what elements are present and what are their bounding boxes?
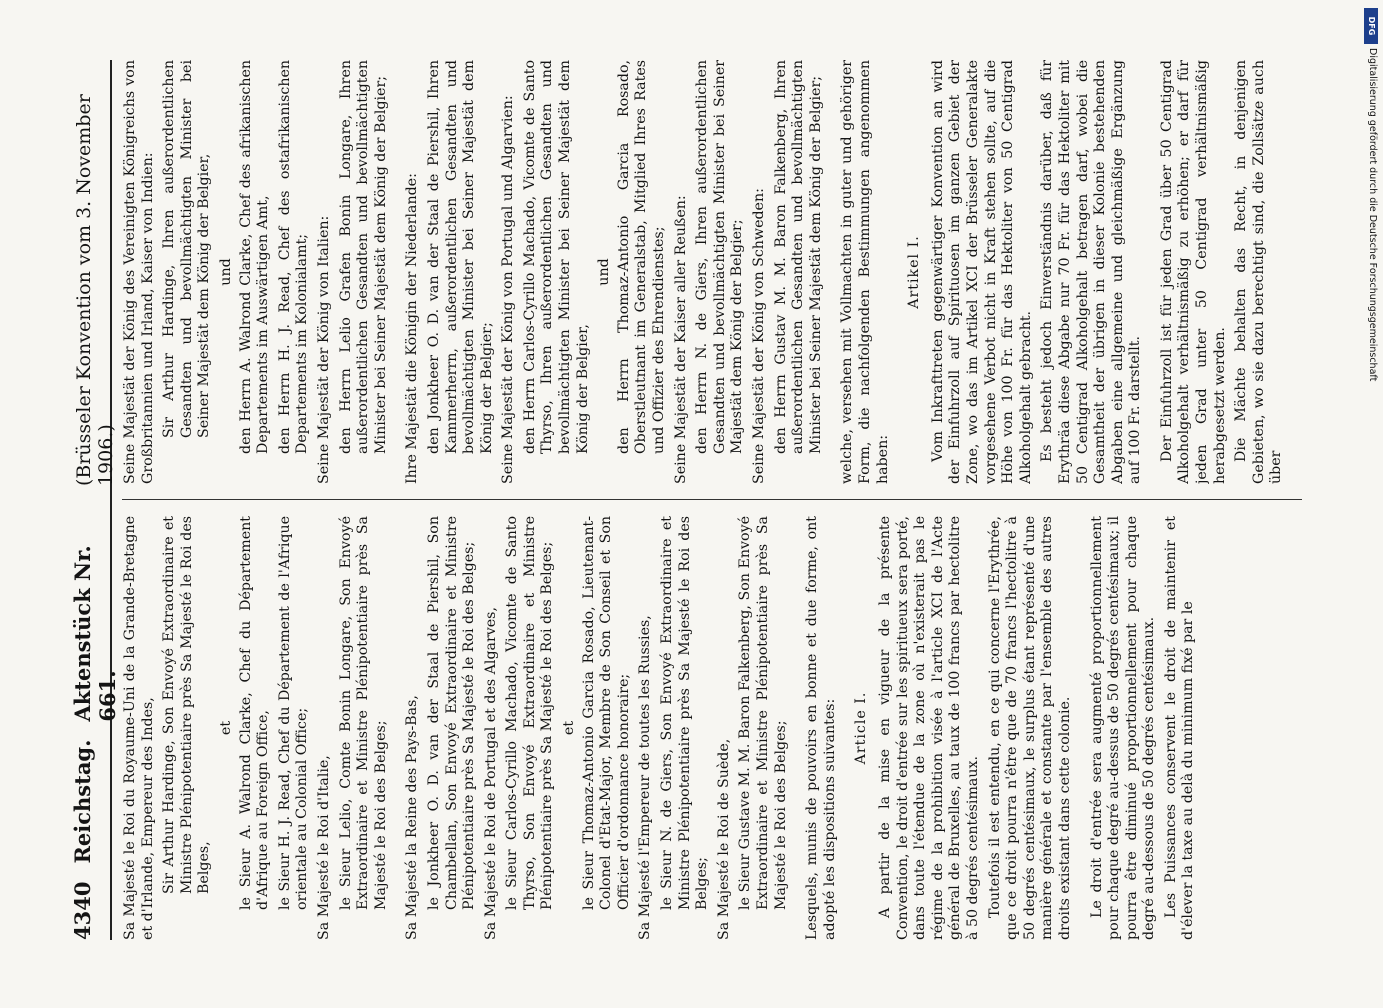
paragraph: Sir Arthur Hardinge, Ihren außerordentlichen Gesandten und bevollmächtigten Minister bei Seiner Majestät dem König der Belgier, (161, 60, 213, 438)
paragraph: den Herrn Carlos-Cyrillo Machado, Vicomte de Santo Thyrso, Ihren außerordentlichen Gesandten und bevollmächtigten Minister bei Seiner Majestät dem König der Belgier, (521, 60, 591, 454)
paragraph: Seine Majestät der Kaiser aller Reußen: (672, 195, 689, 484)
conjunction: und (217, 258, 234, 286)
german-column (122, 60, 1302, 484)
page-header (70, 60, 120, 940)
paragraph: Lesquels, munis de pouvoirs en bonne et due forme, ont adopté les dispositions suivantes: (804, 516, 838, 940)
french-column (122, 516, 1302, 940)
article-heading: Article I. (853, 691, 870, 765)
paragraph: le Sieur A. Walrond Clarke, Chef du Département d'Afrique au Foreign Office, (237, 516, 272, 910)
paragraph: le Sieur Lelio, Comte Bonin Longare, Son Envoyé Extraordinaire et Ministre Plénipotentiaire près Sa Majesté le Roi des Belges; (337, 516, 389, 910)
paragraph: Seine Majestät der König von Portugal und Algarvien: (500, 95, 517, 484)
paragraph: le Sieur Gustave M. M. Baron Falkenberg, Son Envoyé Extraordinaire et Ministre Plénipotentiaire près Sa Majesté le Roi des Belges; (737, 516, 789, 910)
paragraph: Vom Inkrafttreten gegenwärtiger Konvention an wird der Einfuhrzoll auf Spirituosen im ganzen Gebiet der Zone, wo das im Artikel XCI der Brüsseler Generalakte vorgesehene Verbot nicht in Kraft stehen sollte, auf die Höhe von 100 Fr. für das Hektoliter von 50 Centigrad Alkoholgehalt gebracht. (929, 60, 1034, 484)
paragraph: welche, versehen mit Vollmachten in guter und gehöriger Form, die nachfolgenden Bestimmungen angenommen haben: (839, 60, 891, 484)
paragraph: Sa Majesté l'Empereur de toutes les Russies, (637, 615, 654, 940)
paragraph: Seine Majestät der König des Vereinigten Königreichs von Großbritannien und Irland, Kaiser von Indien: (122, 60, 156, 484)
paragraph: Ihre Majestät die Königin der Niederlande: (404, 173, 421, 484)
dfg-logo-text: DFG (1367, 16, 1376, 36)
conjunction: et (561, 720, 578, 736)
document-page (70, 60, 1310, 940)
paragraph: den Herrn A. Walrond Clarke, Chef des afrikanischen Departements im Auswärtigen Amt, (237, 60, 272, 454)
paragraph: den Herrn N. de Giers, Ihren außerordentlichen Gesandten und bevollmächtigten Minister bei Seiner Majestät dem König der Belgier; (694, 60, 746, 454)
paragraph: den Jonkheer O. D. van der Staal de Piershil, Ihren Kammerherrn, außerordentlichen Gesandten und bevollmächtigten Minister bei Seiner Majestät dem König der Belgier; (425, 60, 495, 454)
dfg-logo (1364, 8, 1378, 44)
paragraph: le Sieur H. J. Read, Chef du Département de l'Afrique orientale au Colonial Office; (276, 516, 311, 910)
paragraph: le Sieur Thomaz-Antonio Garcia Rosado, Lieutenant-Colonel d'Etat-Major, Membre de Son Conseil et Son Officier d'ordonnance honoraire; (580, 516, 632, 910)
paragraph: le Jonkheer O. D. van der Staal de Piershil, Son Chambellan, Son Envoyé Extraordinaire et Ministre Plénipotentiaire près Sa Majesté le Roi des Belges; (425, 516, 478, 910)
paragraph: den Herrn Thomaz-Antonio Garcia Rosado, Oberstleutnant im Generalstab, Mitglied Ihres Rates und Offizier des Ehrendienstes; (615, 60, 668, 454)
paragraph: Toutefois il est entendu, en ce qui concerne l'Erythrée, que ce droit pourra n'être que de 70 francs l'hectolitre à 50 degrés centésimaux, le surplus étant représenté d'une manière générale et constante par l'ensemble des autres droits existant dans cette colonie. (986, 516, 1073, 940)
paragraph: Seine Majestät der König von Italien: (315, 215, 332, 484)
funding-credit: Digitalisierung gefördert durch die Deutsche Forschungsgemeinschaft (1367, 48, 1378, 382)
paragraph: le Sieur Carlos-Cyrillo Machado, Vicomte de Santo Thyrso, Son Envoyé Extraordinaire et Ministre Plénipotentiaire près Sa Majesté le Roi des Belges; (504, 516, 556, 910)
page-number: 4340 (70, 881, 95, 940)
paragraph: den Herrn Gustav M. M. Baron Falkenberg, Ihren außerordentlichen Gesandten und bevollmächtigten Minister bei Seiner Majestät dem König der Belgier; (772, 60, 824, 454)
paragraph: Sa Majesté la Reine des Pays-Bas, (404, 695, 421, 940)
paragraph: Die Mächte behalten das Recht, in denjenigen Gebieten, wo sie dazu berechtigt sind, die Zollsätze auch über (1233, 60, 1285, 484)
paragraph: Seine Majestät der König von Schweden: (751, 188, 767, 484)
paragraph: Es besteht jedoch Einverständnis darüber, daß für Erythräa diese Abgabe nur 70 Fr. für das Hektoliter mit 50 Centigrad Alkoholgehalt betragen darf, wobei die Gesamtheit der übrigen in dieser Kolonie bestehenden Abgaben eine allgemeine und gleichmäßige Ergänzung auf 100 Fr. darstellt. (1039, 60, 1144, 484)
digitization-sidebar (1364, 8, 1380, 998)
paragraph: den Herrn Lelio Grafen Bonin Longare, Ihren außerordentlichen Gesandten und bevollmächtigten Minister bei Seiner Majestät dem König der Belgier; (337, 60, 389, 454)
paragraph: Sir Arthur Hardinge, Son Envoyé Extraordinaire et Ministre Plénipotentiaire près Sa Majesté le Roi des Belges, (161, 516, 213, 894)
paragraph: Les Puissances conservent le droit de maintenir et d'élever la taxe au delà du minimum fixé par le (1162, 516, 1197, 940)
document-subtitle: (Brüsseler Konvention vom 3. November 1906.) (73, 94, 117, 487)
paragraph: Sa Majesté le Roi de Suède, (715, 738, 732, 940)
paragraph: Der Einfuhrzoll ist für jeden Grad über 50 Centigrad Alkoholgehalt verhältnismäßig zu erhöhen; er darf für jeden Grad unter 50 Centigrad verhältnismäßig herabgesetzt werden. (1158, 60, 1228, 484)
header-section: Reichstag. (70, 739, 95, 864)
conjunction: et (217, 720, 234, 736)
article-heading: Artikel I. (906, 235, 923, 309)
paragraph: den Herrn H. J. Read, Chef des ostafrikanischen Departements im Kolonialamt; (276, 60, 311, 454)
paragraph: le Sieur N. de Giers, Son Envoyé Extraordinaire et Ministre Plénipotentiaire près Sa Majesté le Roi des Belges; (659, 516, 711, 910)
paragraph: Sa Majesté le Roi d'Italie, (315, 755, 332, 940)
paragraph: Le droit d'entrée sera augmenté proportionnellement pour chaque degré au-dessus de 50 degrés centésimaux; il pourra être diminué proportionnellement pour chaque degré au-dessous de 50 degrés centésimaux. (1088, 516, 1158, 940)
paragraph: A partir de la mise en vigueur de la présente Convention, le droit d'entrée sur les spiritueux sera porté, dans toute l'étendue de la zone où n'existerait pas le régime de la prohibition visée à l'article XCI de l'Acte général de Bruxelles, au taux de 100 francs par hectolitre à 50 degrés centésimaux. (876, 516, 981, 940)
document-title: Aktenstück Nr. 661. (70, 545, 120, 722)
paragraph: Sa Majesté le Roi de Portugal et des Algarves, (482, 607, 499, 940)
column-divider (122, 499, 1302, 500)
paragraph: Sa Majesté le Roi du Royaume-Uni de la Grande-Bretagne et d'Irlande, Empereur des Indes, (122, 516, 156, 940)
conjunction: und (596, 258, 613, 286)
